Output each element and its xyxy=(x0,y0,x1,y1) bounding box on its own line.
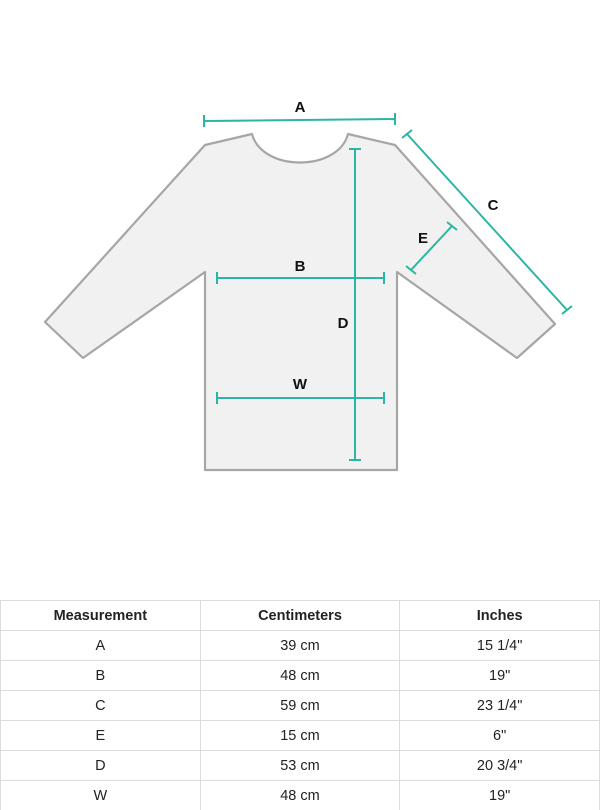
table-row xyxy=(1,781,600,810)
table-row xyxy=(1,631,600,661)
cell-inches: 15 1/4" xyxy=(400,631,600,661)
cell-centimeters: 59 cm xyxy=(200,691,400,721)
cell-inches: 6" xyxy=(400,721,600,751)
label-b: B xyxy=(294,258,306,275)
label-w: W xyxy=(292,376,308,393)
size-chart-table xyxy=(0,600,600,810)
table-row xyxy=(1,691,600,721)
cell-centimeters: 48 cm xyxy=(200,661,400,691)
header-centimeters: Centimeters xyxy=(200,601,400,631)
table-row xyxy=(1,751,600,781)
cell-centimeters: 53 cm xyxy=(200,751,400,781)
cell-inches: 19" xyxy=(400,781,600,810)
label-e: E xyxy=(417,230,429,247)
table-row xyxy=(1,661,600,691)
label-d: D xyxy=(337,315,349,332)
cell-centimeters: 39 cm xyxy=(200,631,400,661)
cell-measurement: W xyxy=(1,781,201,810)
cell-measurement: C xyxy=(1,691,201,721)
cell-inches: 20 3/4" xyxy=(400,751,600,781)
cell-measurement: E xyxy=(1,721,201,751)
label-c: C xyxy=(487,197,499,214)
cell-centimeters: 48 cm xyxy=(200,781,400,810)
table-row xyxy=(1,721,600,751)
cell-measurement: D xyxy=(1,751,201,781)
sweater-outline xyxy=(45,134,555,470)
cell-inches: 19" xyxy=(400,661,600,691)
label-a: A xyxy=(294,99,306,116)
cell-inches: 23 1/4" xyxy=(400,691,600,721)
cell-centimeters: 15 cm xyxy=(200,721,400,751)
cell-measurement: A xyxy=(1,631,201,661)
header-inches: Inches xyxy=(400,601,600,631)
header-measurement: Measurement xyxy=(1,601,201,631)
table-header-row xyxy=(1,601,600,631)
cell-measurement: B xyxy=(1,661,201,691)
